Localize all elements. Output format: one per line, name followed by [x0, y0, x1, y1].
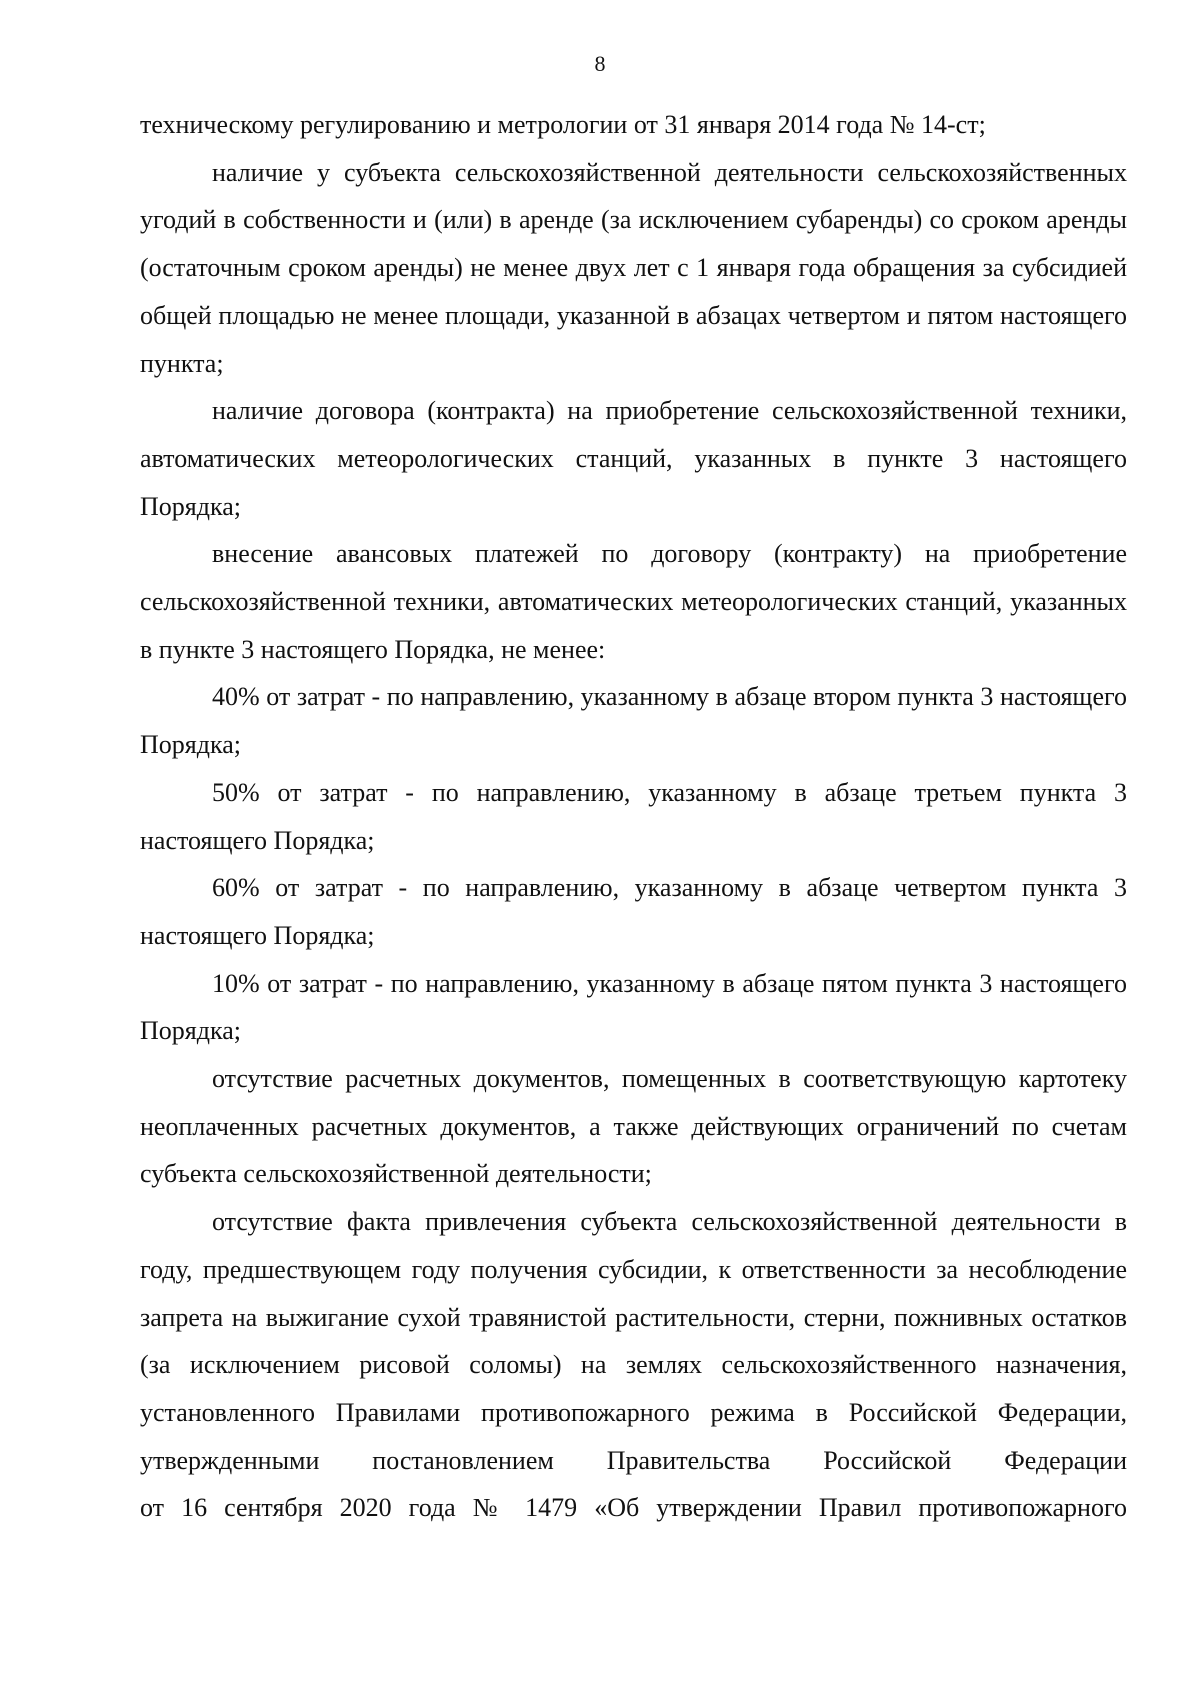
paragraph-percent-50: 50% от затрат - по направлению, указанному в абзаце третьем пункта 3 настоящего Порядка;: [140, 777, 1127, 855]
paragraph-fire-safety-continued: от 16 сентября 2020 года № 1479 «Об утверждении Правил противопожарного: [140, 1493, 1127, 1523]
page-number: 8: [594, 51, 606, 76]
paragraph-no-unpaid-documents: отсутствие расчетных документов, помещенных в соответствующую картотеку неоплаченных расчетных документов, а также действующих ограничений по счетам субъекта сельскохозяйственной деятельности;: [140, 1064, 1127, 1189]
document-body: [140, 101, 1127, 1532]
paragraph-continuation: техническому регулированию и метрологии от 31 января 2014 года № 14-ст;: [140, 110, 986, 139]
paragraph-land-ownership: наличие у субъекта сельскохозяйственной деятельности сельскохозяйственных угодий в собственности и (или) в аренде (за исключением субаренды) со сроком аренды (остаточным сроком аренды) не менее двух лет с 1 января года обращения за субсидией общей площадью не менее площади, указанной в абзацах четвертом и пятом настоящего пункта;: [140, 157, 1127, 378]
paragraph-contract: наличие договора (контракта) на приобретение сельскохозяйственной техники, автоматических метеорологических станций, указанных в пункте 3 настоящего Порядка;: [140, 396, 1127, 521]
paragraph-fire-safety: отсутствие факта привлечения субъекта сельскохозяйственной деятельности в году, предшествующем году получения субсидии, к ответственности за несоблюдение запрета на выжигание сухой травянистой растительности, стерни, пожнивных остатков (за исключением рисовой соломы) на землях сельскохозяйственного назначения, установленного Правилами противопожарного режима в Российской Федерации, утвержденными постановлением Правительства Российской Федерации: [140, 1207, 1127, 1475]
paragraph-advance-payments: внесение авансовых платежей по договору (контракту) на приобретение сельскохозяйственной техники, автоматических метеорологических станций, указанных в пункте 3 настоящего Порядка, не менее:: [140, 539, 1127, 664]
paragraph-percent-40: 40% от затрат - по направлению, указанному в абзаце втором пункта 3 настоящего Порядка;: [140, 682, 1127, 760]
paragraph-percent-60: 60% от затрат - по направлению, указанному в абзаце четвертом пункта 3 настоящего Порядка;: [140, 873, 1127, 950]
paragraph-percent-10: 10% от затрат - по направлению, указанному в абзаце пятом пункта 3 настоящего Порядка;: [140, 968, 1127, 1046]
